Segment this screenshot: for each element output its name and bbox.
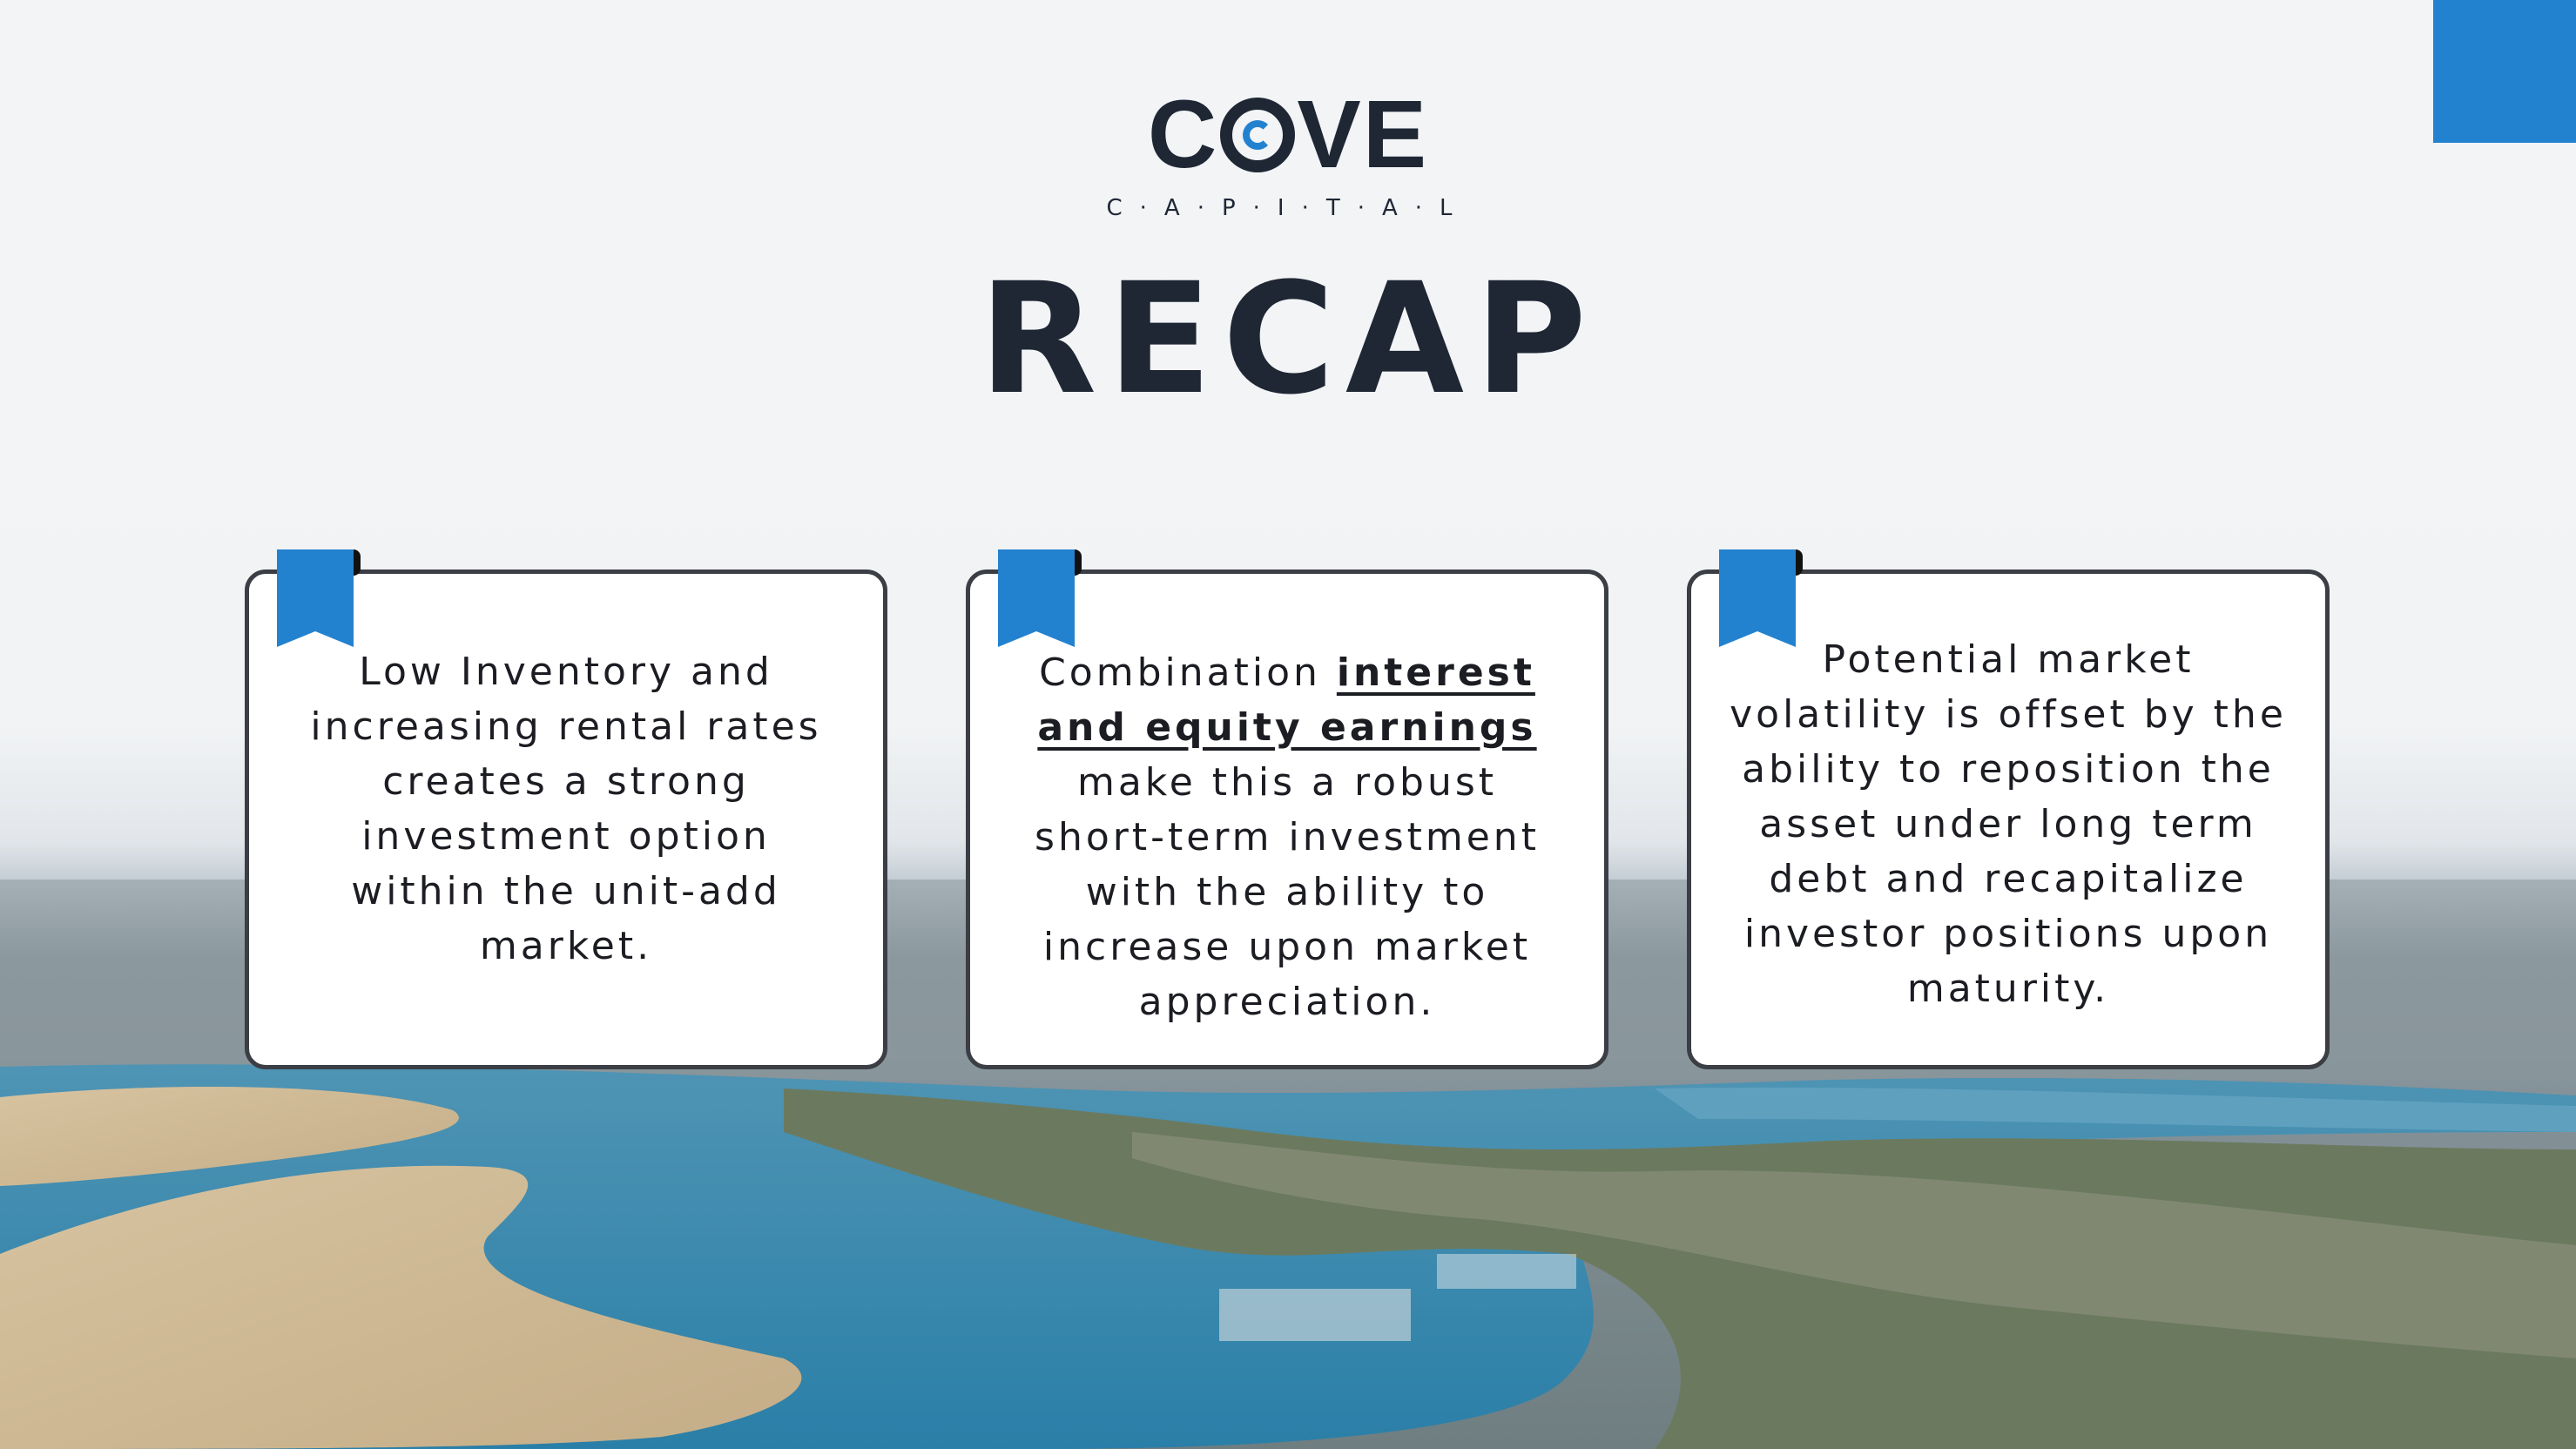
- recap-card-2: [966, 569, 1608, 1069]
- recap-card-3-text: Potential market volatility is offset by the ability to reposition the asset under long term debt and recapitalize investor positions upon maturity.: [1730, 637, 2287, 1011]
- bookmark-icon: [1719, 549, 1803, 647]
- recap-card-2-text: [1026, 645, 1548, 1029]
- recap-card-3: [1687, 569, 2330, 1069]
- recap-card-1: [245, 569, 887, 1069]
- cove-o-mark-icon: [1220, 98, 1295, 172]
- logo-subtitle: C·A·P·I·T·A·L: [1106, 195, 1470, 221]
- recap-card-2-emphasis: interest and equity earnings: [1037, 650, 1537, 750]
- recap-card-2-text-before: Combination: [1039, 650, 1337, 695]
- logo-main-left: C: [1147, 81, 1219, 188]
- bookmark-icon: [277, 549, 361, 647]
- recap-card-1-text: Low Inventory and increasing rental rates creates a strong investment option within the unit-add market.: [310, 650, 822, 968]
- bookmark-icon: [998, 549, 1082, 647]
- cove-capital-logo: [0, 81, 2576, 221]
- logo-main-right: VE: [1297, 81, 1429, 188]
- recap-card-2-text-after: make this a robust short-term investment with the ability to increase upon market appreciation.: [1035, 759, 1540, 1024]
- logo-wordmark: [1147, 81, 1429, 188]
- page-title: RECAP: [978, 250, 1598, 428]
